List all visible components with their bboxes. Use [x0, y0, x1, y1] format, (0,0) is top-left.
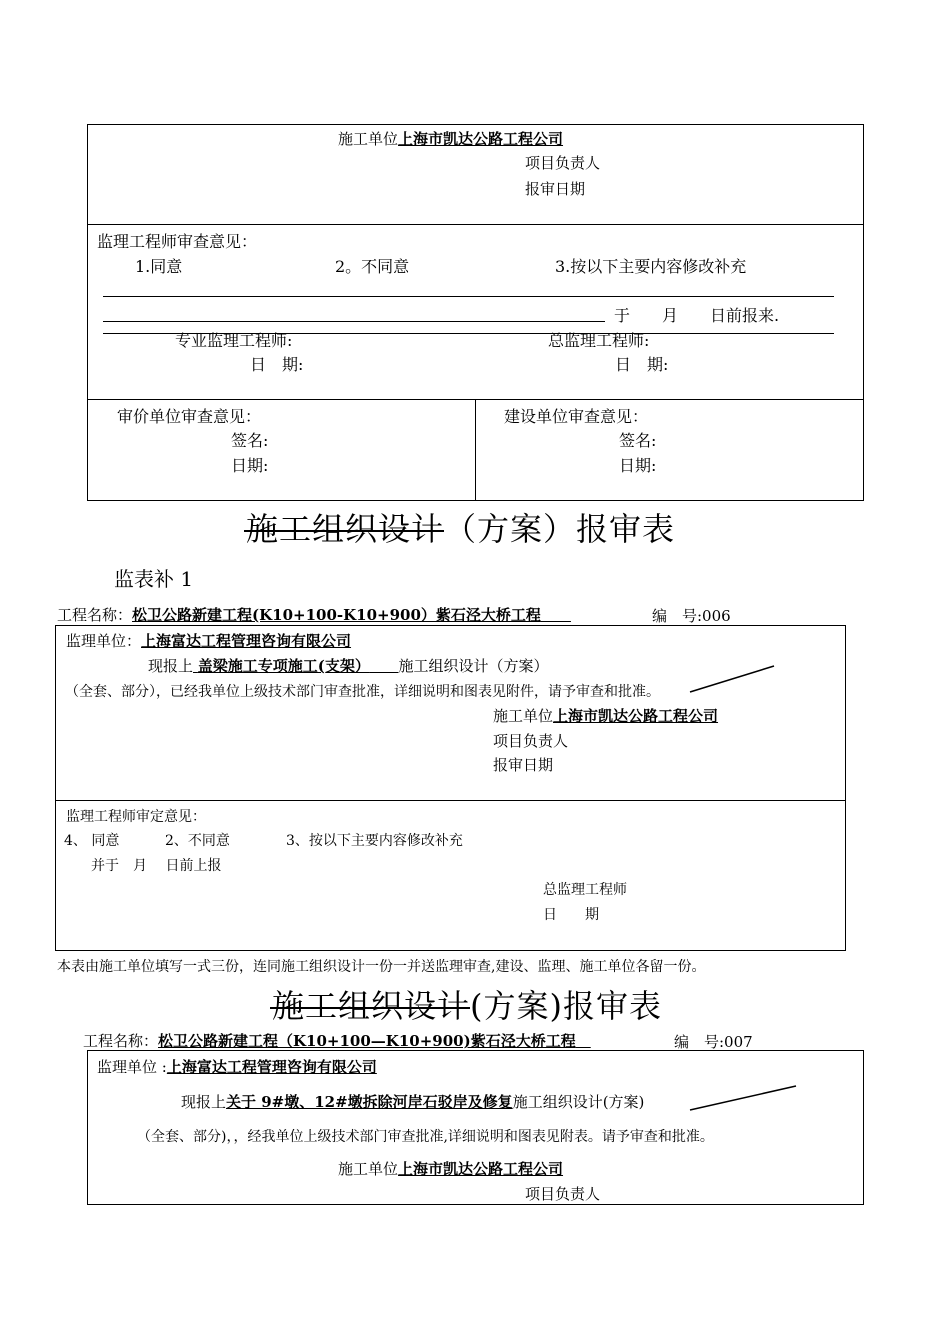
owner-date: 日期: [619, 456, 657, 475]
owner-opinion: 建设单位审查意见： [504, 407, 649, 426]
project-name: 松卫公路新建工程（K10+100—K10+900)紫石泾大桥工程 [158, 1032, 576, 1050]
form1-divider-1 [87, 224, 864, 225]
fill-line-1 [103, 296, 834, 297]
form3-number: 编 号:007 [674, 1033, 753, 1051]
audit-date: 日期: [231, 456, 269, 475]
fill-line-2 [103, 321, 605, 322]
form2-approval-text: （全套、部分），已经我单位上级技术部门审查批准，详细说明和图表见附件，请予审查和批准。 [65, 684, 660, 700]
form2-supervisor-line [66, 630, 351, 651]
deadline-yu: 于 [614, 306, 631, 325]
project-name: 松卫公路新建工程(K10+100-K10+900）紫石泾大桥工程 [132, 606, 541, 624]
project-label: 工程名称： [57, 606, 133, 624]
option-agree: 4、 同意 [64, 833, 120, 849]
review-label: 监理工程师审定意见： [66, 809, 206, 825]
form2-strike-mark [690, 664, 780, 694]
option-revise: 3.按以下主要内容修改补充 [555, 257, 747, 276]
form3-title-rest: (方案)报审表 [470, 987, 662, 1025]
deadline: 并于 月 日前上报 [91, 858, 222, 874]
form2-title [246, 504, 675, 550]
form3-strike-mark [690, 1084, 800, 1114]
option-revise: 3、按以下主要内容修改补充 [286, 833, 463, 849]
form3-approval-text: （全套、部分)，，经我单位上级技术部门审查批准,详细说明和图表见附表。请予审查和批准。 [137, 1129, 714, 1145]
date-left: 日 期: [250, 355, 304, 374]
date-right: 日 期: [615, 355, 669, 374]
form3-supervisor-line [97, 1056, 377, 1077]
form1-divider-vertical [475, 399, 476, 500]
chief-engineer: 总监理工程师: [548, 331, 650, 350]
form2-divider [55, 800, 846, 801]
contractor-name: 上海市凯达公路工程公司 [553, 707, 719, 725]
report-suffix: 施工组织设计(方案) [512, 1093, 645, 1111]
option-agree: 1.同意 [135, 257, 183, 276]
contractor-name: 上海市凯达公路工程公司 [398, 1160, 564, 1178]
form3-project-line [83, 1030, 591, 1051]
form2-title-rest: （方案）报审表 [444, 510, 676, 548]
contractor-label: 施工单位 [338, 130, 399, 148]
form3-title-struck: 施工组织设计 [272, 987, 471, 1025]
form3-contractor-line [338, 1158, 563, 1179]
owner-sign: 签名: [619, 431, 657, 450]
submit-date: 报审日期 [525, 180, 586, 198]
report-prefix: 现报上 [148, 657, 194, 675]
deadline-text: 日前报来. [710, 306, 780, 325]
form-code: 监表补 1 [114, 567, 194, 591]
form2-report-line [148, 655, 549, 676]
report-prefix: 现报上 [181, 1093, 227, 1111]
form3-title [272, 981, 662, 1027]
project-leader: 项目负责人 [525, 1185, 601, 1203]
form2-number: 编 号:006 [652, 607, 731, 625]
supervisor-name: 上海富达工程管理咨询有限公司 [166, 1058, 377, 1076]
option-disagree: 2。不同意 [335, 257, 410, 276]
supervisor-label: 监理单位： [66, 632, 142, 650]
form2-contractor-line [493, 705, 718, 726]
contractor-name: 上海市凯达公路工程公司 [398, 130, 564, 148]
contractor-line [338, 128, 563, 149]
deadline-month: 月 [662, 306, 679, 325]
report-suffix: 施工组织设计（方案） [398, 657, 549, 675]
chief-engineer: 总监理工程师 [543, 882, 627, 898]
form2-title-struck: 施工组织设计 [246, 510, 445, 548]
project-leader: 项目负责人 [525, 154, 601, 172]
supervisor-label: 监理单位 : [97, 1058, 167, 1076]
audit-opinion: 审价单位审查意见： [117, 407, 262, 426]
project-leader: 项目负责人 [493, 732, 569, 750]
report-item: 关于 9#墩、12#墩拆除河岸石驳岸及修复 [226, 1093, 513, 1111]
report-item: 盖梁施工专项施工(支架） [197, 657, 370, 675]
review-date: 日 期 [543, 907, 599, 923]
contractor-label: 施工单位 [338, 1160, 399, 1178]
footnote: 本表由施工单位填写一式三份，连同施工组织设计一份一并送监理审查,建设、监理、施工单位各留一份。 [57, 959, 706, 975]
form2-project-line [57, 604, 571, 625]
audit-sign: 签名: [231, 431, 269, 450]
form3-report-line [181, 1091, 644, 1112]
option-disagree: 2、不同意 [165, 833, 230, 849]
submit-date: 报审日期 [493, 756, 554, 774]
supervisor-opinion-label: 监理工程师审查意见： [97, 232, 258, 251]
supervisor-name: 上海富达工程管理咨询有限公司 [141, 632, 352, 650]
specialist-engineer: 专业监理工程师: [175, 331, 293, 350]
contractor-label: 施工单位 [493, 707, 554, 725]
project-label: 工程名称： [83, 1032, 159, 1050]
